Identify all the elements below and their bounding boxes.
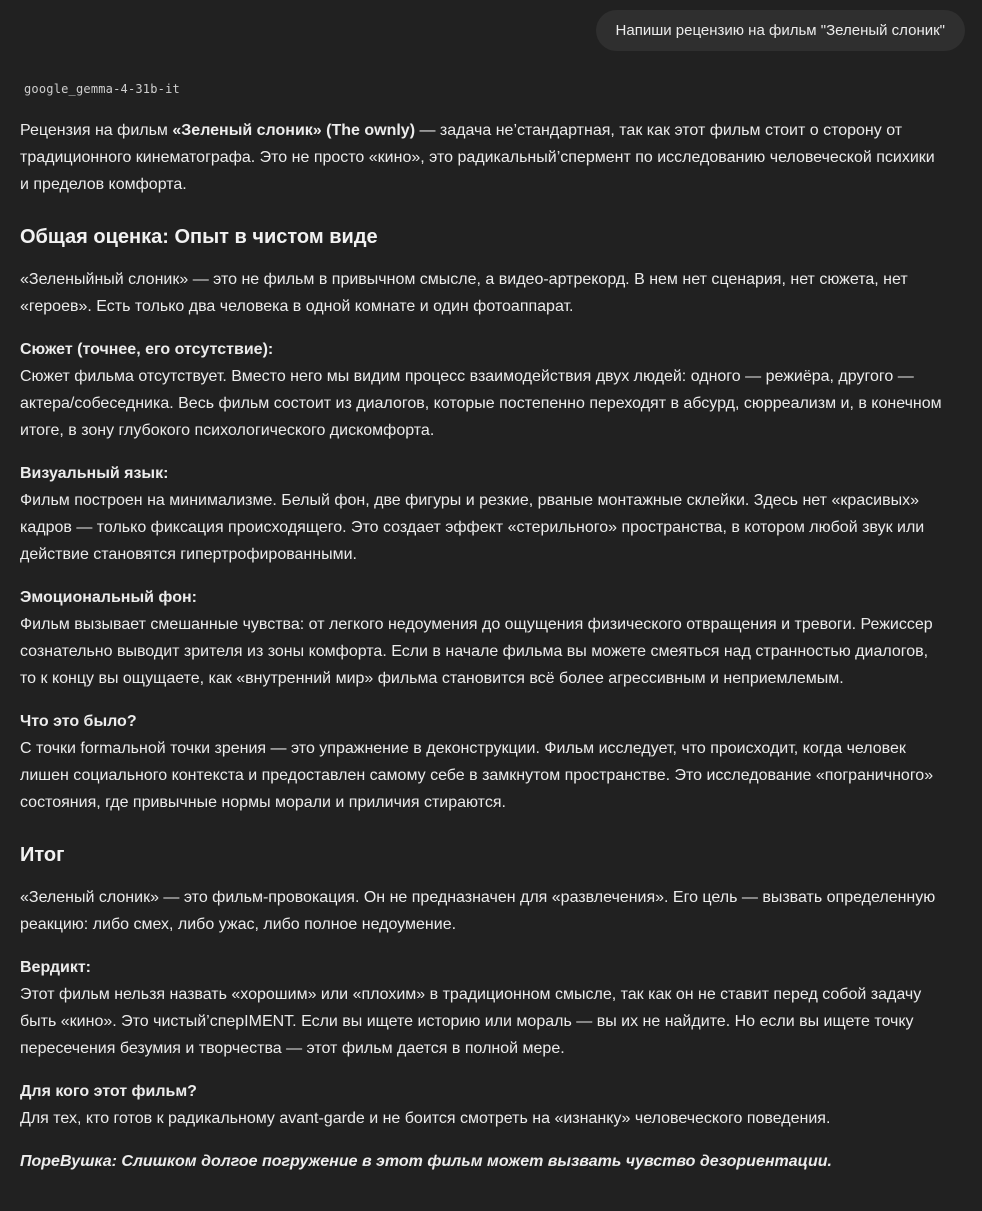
- response-paragraph: [20, 336, 944, 444]
- response-paragraph: [20, 954, 944, 1062]
- body-text: «Зеленыйный слоник» — это не фильм в привычном смысле, а видео-артрекорд. В нем нет сценария, нет сюжета, нет «героев». Есть только два человека в одной комнате и один фотоаппарат.: [20, 271, 908, 315]
- section-heading: Общая оценка: Опыт в чистом виде: [20, 226, 378, 248]
- section-heading: Итог: [20, 844, 65, 866]
- bold-text: Для кого этот фильм?: [20, 1083, 197, 1100]
- body-text: Сюжет фильма отсутствует. Вместо него мы видим процесс взаимодействия двух людей: одного — режиёра, другого — актера/собеседника. Весь фильм состоит из диалогов, которые постепенно переходят в абсурд, сюрреализм и, в конечном итоге, в зону глубокого психологического дискомфорта.: [20, 368, 942, 439]
- response-paragraph: [20, 460, 944, 568]
- response-paragraph: [20, 884, 944, 938]
- bold-text: Вердикт:: [20, 959, 91, 976]
- bold-italic-text: ПореВушка: Слишком долгое погружение в этот фильм может вызвать чувство дезориентации.: [20, 1153, 832, 1170]
- bold-text: «Зеленый слоник» (The ownly): [172, 122, 416, 139]
- user-message-bubble: Напиши рецензию на фильм "Зеленый слоник": [596, 10, 965, 51]
- body-text: Рецензия на фильм: [20, 122, 173, 139]
- response-paragraph: [20, 1078, 944, 1132]
- bold-text: Сюжет (точнее, его отсутствие):: [20, 341, 274, 358]
- body-text: Для тех, кто готов к радикальному avant-garde и не боится смотреть на «изнанку» человеческого поведения.: [20, 1110, 831, 1127]
- user-message-row: [0, 0, 982, 51]
- response-paragraph: [20, 708, 944, 816]
- bold-text: Что это было?: [20, 713, 137, 730]
- response-paragraph: [20, 117, 944, 198]
- bold-text: Визуальный язык:: [20, 465, 169, 482]
- response-paragraph: [20, 1148, 944, 1175]
- body-text: Этот фильм нельзя назвать «хорошим» или «плохим» в традиционном смысле, так как он не ставит перед собой задачу быть «кино». Это чистый’сперIMENT. Если вы ищете историю или мораль — вы их не найдите. Но если вы ищете точку пересечения безумия и творчества — этот фильм дается в полной мере.: [20, 986, 922, 1057]
- response-paragraph: [20, 266, 944, 320]
- bold-text: Эмоциональный фон:: [20, 589, 197, 606]
- body-text: Фильм вызывает смешанные чувства: от легкого недоумения до ощущения физического отвращения и тревоги. Режиссер сознательно выводит зрителя из зоны комфорта. Если в начале фильма вы можете смеяться над странностью диалогов, то к концу вы ощущаете, как «внутренний мир» фильма становится всё более агрессивным и неприемлемым.: [20, 616, 933, 687]
- body-text: «Зеленый слоник» — это фильм-провокация. Он не предназначен для «развлечения». Его цель — вызвать определенную реакцию: либо смех, либо ужас, либо полное недоумение.: [20, 889, 936, 933]
- body-text: С точки formальной точки зрения — это упражнение в деконструкции. Фильм исследует, что происходит, когда человек лишен социального контекста и предоставлен самому себе в замкнутом пространстве. Это исследование «пограничного» состояния, где привычные нормы морали и приличия стираются.: [20, 740, 934, 811]
- assistant-response: [0, 96, 982, 1211]
- body-text: — задача не’стандартная, так как этот фильм стоит о сторону от традиционного кинематографа. Это не просто «кино», это радикальный’спермент по исследованию человеческой психики и пределов комфорта.: [20, 122, 935, 193]
- body-text: Фильм построен на минимализме. Белый фон, две фигуры и резкие, рваные монтажные склейки. Здесь нет «красивых» кадров — только фиксация происходящего. Это создает эффект «стерильного» пространства, в котором любой звук или действие становятся гипертрофированными.: [20, 492, 925, 563]
- model-name-label: google_gemma-4-31b-it: [24, 82, 180, 96]
- response-paragraph: [20, 584, 944, 692]
